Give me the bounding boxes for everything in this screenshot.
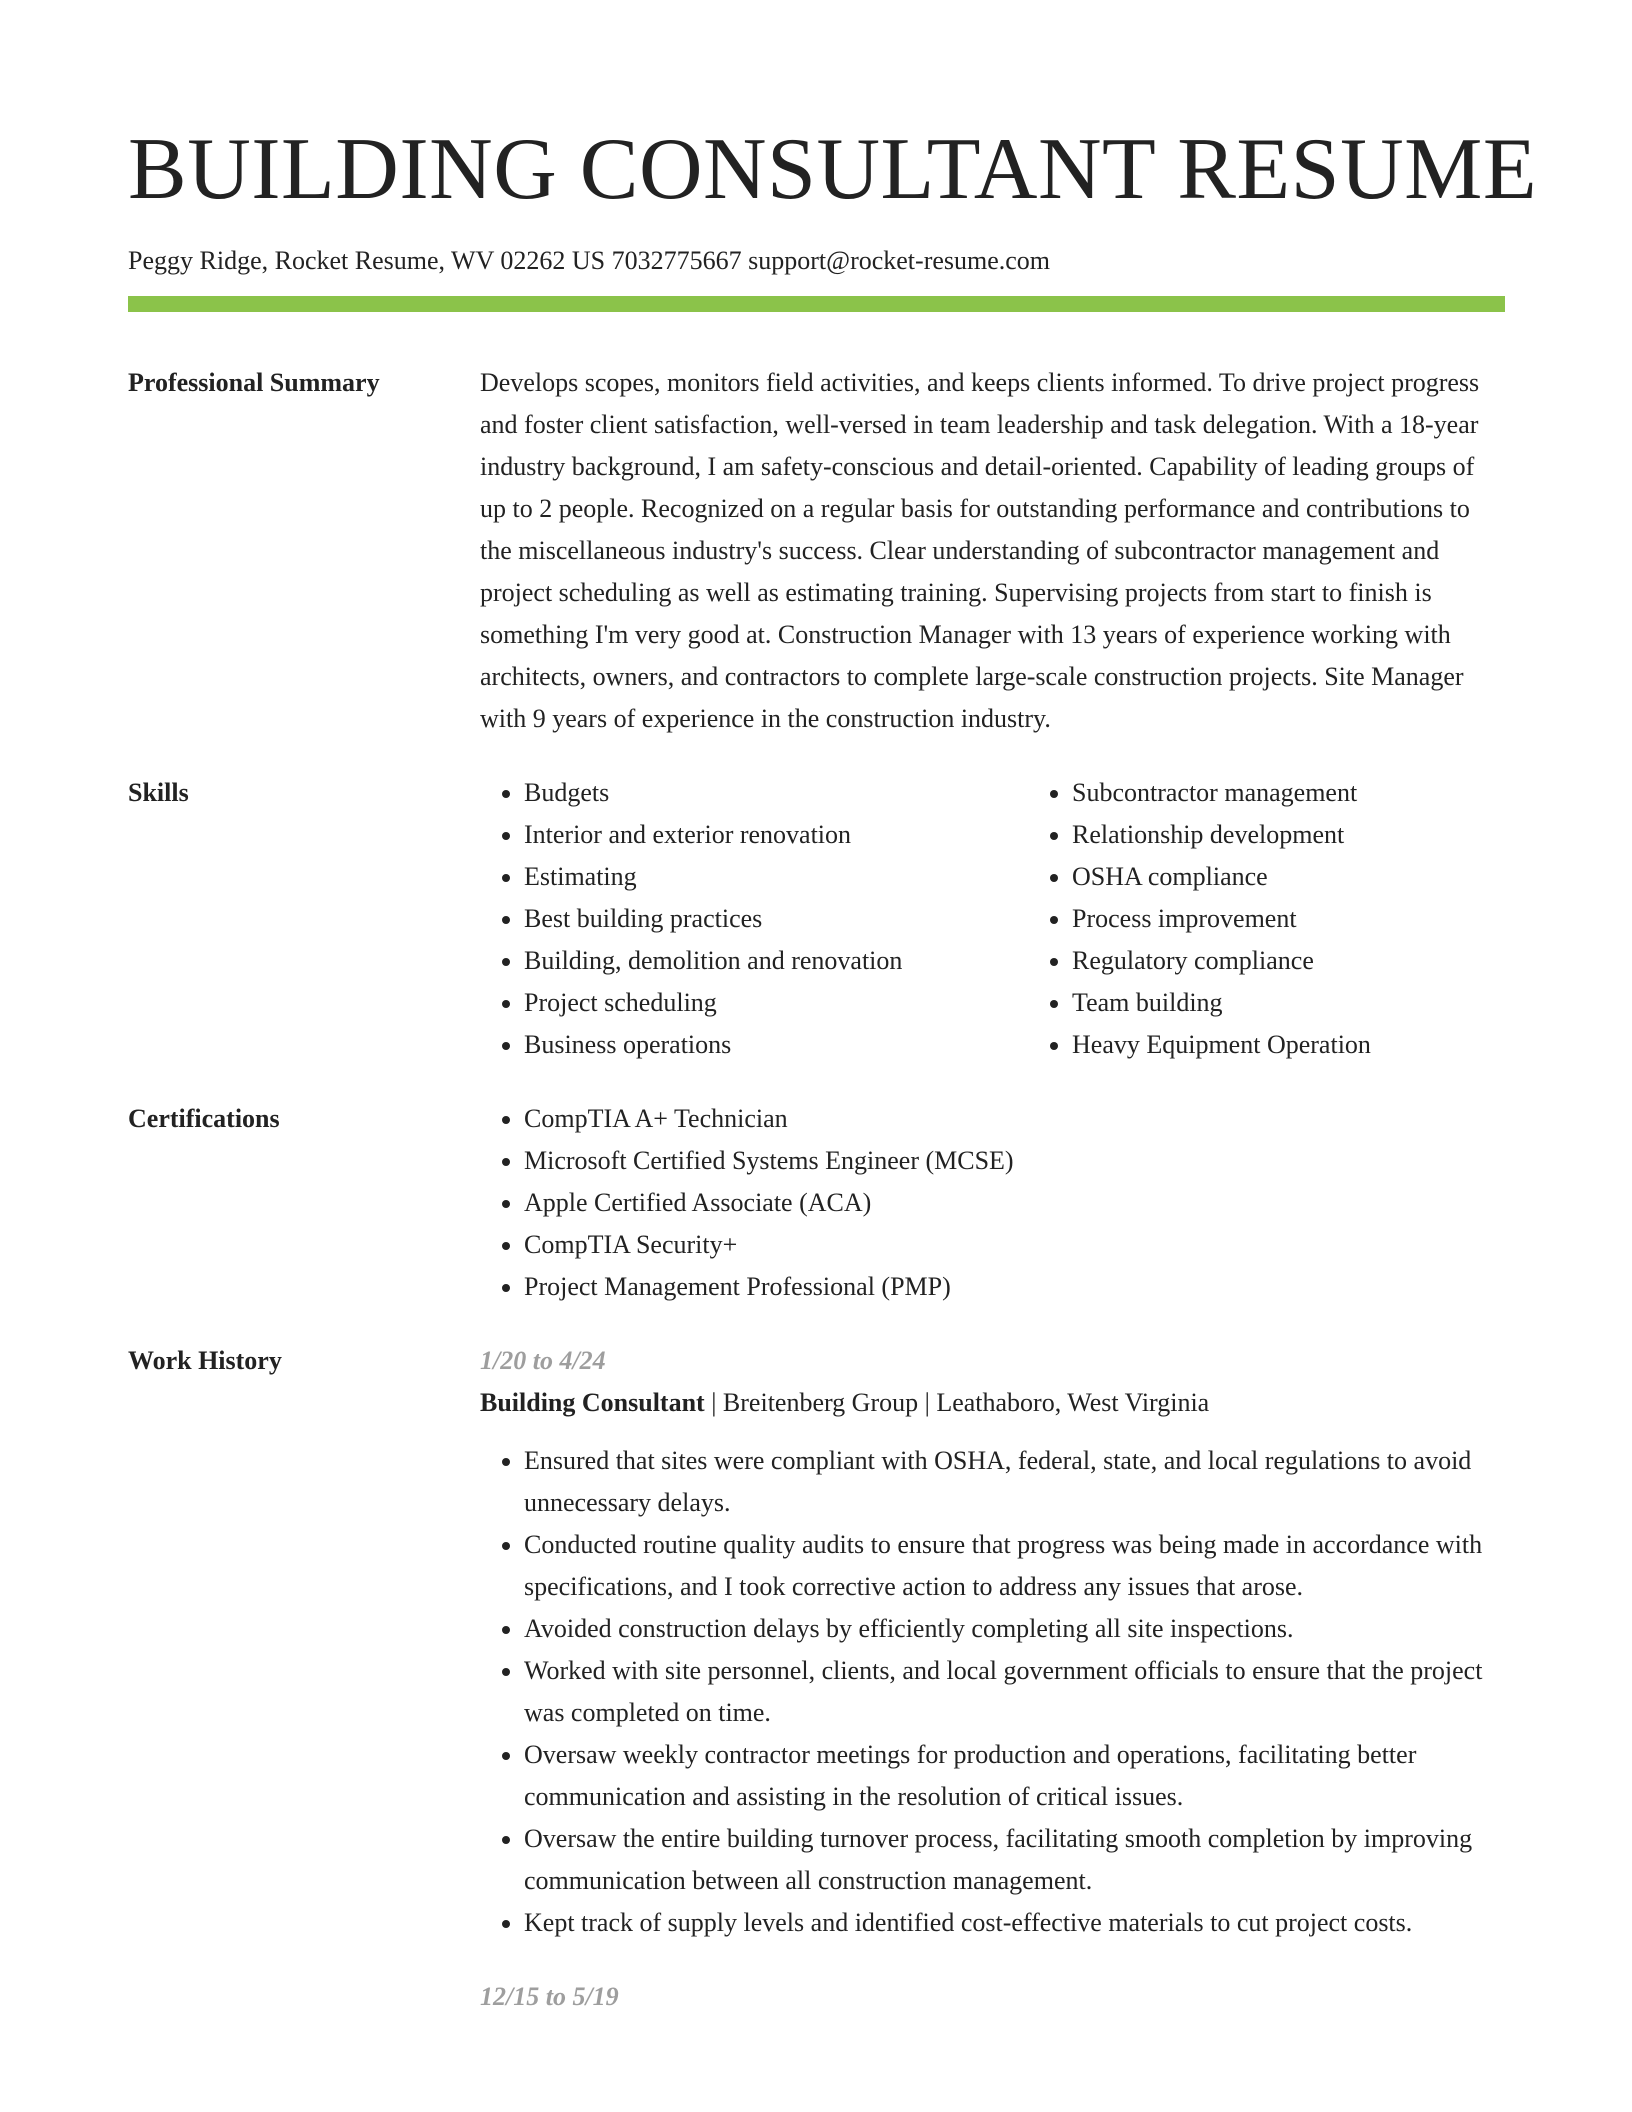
job-heading — [480, 1382, 1505, 1424]
job-entry — [480, 1340, 1505, 1944]
skills-list-right — [1028, 772, 1576, 1066]
skill-item: • OSHA compliance — [1072, 856, 1576, 898]
skill-item: • Estimating — [524, 856, 1028, 898]
header-divider — [128, 296, 1505, 312]
skill-item: • Budgets — [524, 772, 1028, 814]
section-content — [480, 772, 1576, 1066]
contact-line: Peggy Ridge, Rocket Resume, WV 02262 US 7032775667 support@rocket-resume.com — [128, 246, 1051, 275]
job-dates: 1/20 to 4/24 — [480, 1346, 606, 1375]
summary-text: Develops scopes, monitors field activities, and keeps clients informed. To drive project progress and foster client satisfaction, well-versed in team leadership and task delegation. With a 18-year industry background, I am safety-conscious and detail-oriented. Capability of leading groups of up to 2 people. Recognized on a regular basis for outstanding performance and contributions to the miscellaneous industry's success. Clear understanding of subcontractor management and project scheduling as well as estimating training. Supervising projects from start to finish is something I'm very good at. Construction Manager with 13 years of experience working with architects, owners, and contractors to complete large-scale construction projects. Site Manager with 9 years of experience in the construction industry. — [480, 368, 1480, 733]
section-heading: Skills — [128, 778, 189, 807]
job-entry — [480, 1976, 1505, 2018]
skill-item: • Project scheduling — [524, 982, 1028, 1024]
work-history-section — [128, 1340, 1505, 2018]
skills-list-left — [480, 772, 1028, 1066]
skill-item: • Best building practices — [524, 898, 1028, 940]
resume-title: BUILDING CONSULTANT RESUME — [128, 121, 1538, 218]
certification-item: • Project Management Professional (PMP) — [524, 1266, 1505, 1308]
job-dates: 12/15 to 5/19 — [480, 1982, 619, 2011]
skill-item: • Subcontractor management — [1072, 772, 1576, 814]
skill-item: • Relationship development — [1072, 814, 1576, 856]
section-heading: Professional Summary — [128, 368, 380, 397]
section-content — [480, 362, 1505, 740]
skill-item: • Interior and exterior renovation — [524, 814, 1028, 856]
job-bullet: • Oversaw the entire building turnover process, facilitating smooth completion by improving communication between all construction management. — [524, 1818, 1505, 1902]
skills-columns — [480, 772, 1576, 1066]
certification-item: • CompTIA Security+ — [524, 1224, 1505, 1266]
job-bullet: • Oversaw weekly contractor meetings for production and operations, facilitating better communication and assisting in the resolution of critical issues. — [524, 1734, 1505, 1818]
resume-page — [128, 0, 1538, 2018]
job-bullet: • Avoided construction delays by efficiently completing all site inspections. — [524, 1608, 1505, 1650]
skill-item: • Building, demolition and renovation — [524, 940, 1028, 982]
job-bullet: • Conducted routine quality audits to ensure that progress was being made in accordance with specifications, and I took corrective action to address any issues that arose. — [524, 1524, 1505, 1608]
job-bullet-list — [480, 1440, 1505, 1944]
certification-item: • CompTIA A+ Technician — [524, 1098, 1505, 1140]
skill-item: • Process improvement — [1072, 898, 1576, 940]
job-bullet: • Kept track of supply levels and identified cost-effective materials to cut project costs. — [524, 1902, 1505, 1944]
job-details: | Breitenberg Group | Leathaboro, West Virginia — [704, 1388, 1210, 1417]
certifications-list — [480, 1098, 1505, 1308]
summary-section — [128, 362, 1505, 740]
section-heading: Certifications — [128, 1104, 280, 1133]
skill-item: • Business operations — [524, 1024, 1028, 1066]
skills-section — [128, 772, 1505, 1066]
certification-item: • Apple Certified Associate (ACA) — [524, 1182, 1505, 1224]
job-title: Building Consultant — [480, 1388, 705, 1417]
certifications-section — [128, 1098, 1505, 1308]
section-heading: Work History — [128, 1346, 282, 1375]
skill-item: • Heavy Equipment Operation — [1072, 1024, 1576, 1066]
job-bullet: • Worked with site personnel, clients, and local government officials to ensure that the project was completed on time. — [524, 1650, 1505, 1734]
skill-item: • Team building — [1072, 982, 1576, 1024]
certification-item: • Microsoft Certified Systems Engineer (MCSE) — [524, 1140, 1505, 1182]
job-bullet: • Ensured that sites were compliant with OSHA, federal, state, and local regulations to avoid unnecessary delays. — [524, 1440, 1505, 1524]
skill-item: • Regulatory compliance — [1072, 940, 1576, 982]
section-content — [480, 1098, 1505, 1308]
section-content — [480, 1340, 1505, 2018]
